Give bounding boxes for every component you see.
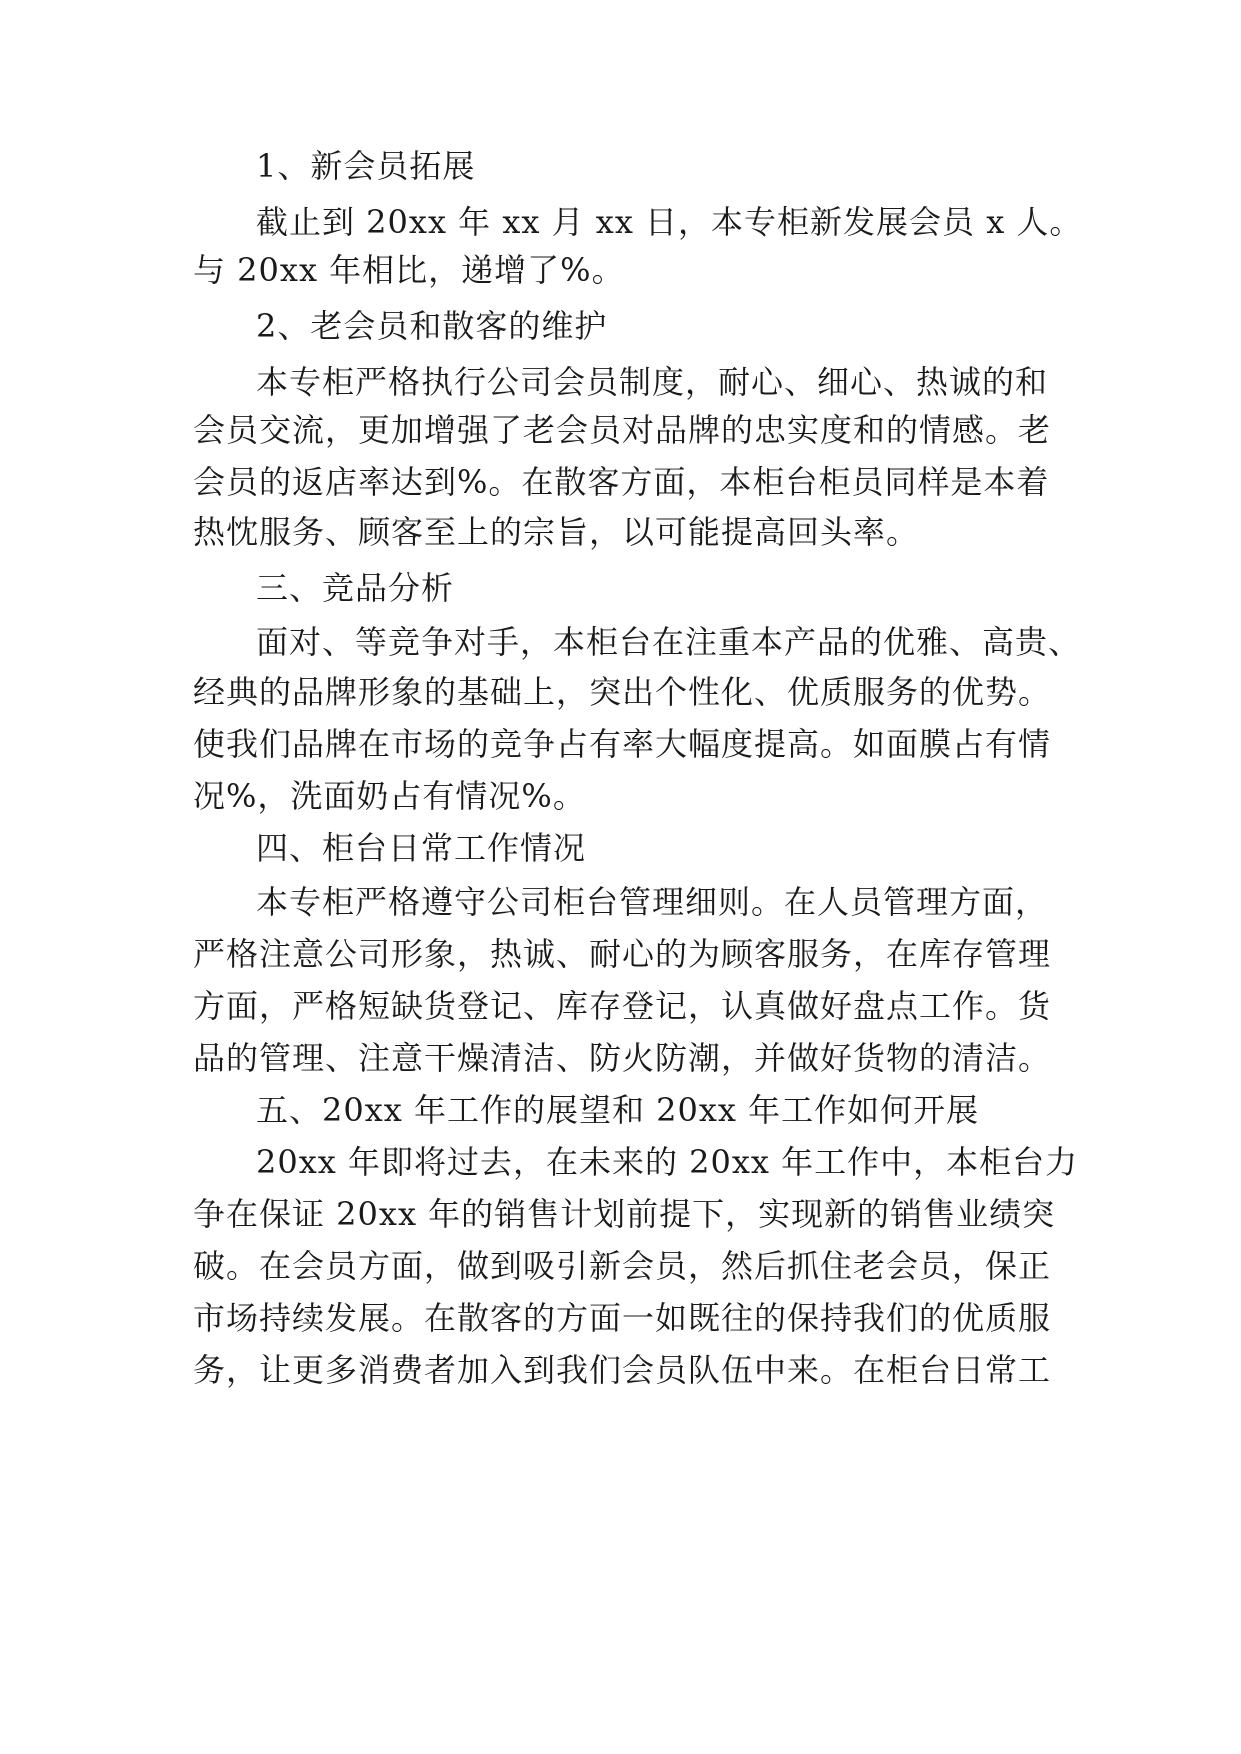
- paragraph-line: 况%，洗面奶占有情况%。: [193, 777, 586, 815]
- paragraph-line: 本专柜严格执行公司会员制度，耐心、细心、热诚的和: [256, 363, 1049, 401]
- paragraph-line: 与 20xx 年相比，递增了%。: [193, 251, 625, 289]
- paragraph-line: 20xx 年即将过去，在未来的 20xx 年工作中，本柜台力: [256, 1143, 1079, 1181]
- section-heading-daily-work: 四、柜台日常工作情况: [256, 829, 587, 867]
- paragraph-line: 品的管理、注意干燥清洁、防火防潮，并做好货物的清洁。: [193, 1039, 1052, 1077]
- section-heading-old-members: 2、老会员和散客的维护: [256, 307, 608, 345]
- paragraph-line: 截止到 20xx 年 xx 月 xx 日，本专柜新发展会员 x 人。: [256, 203, 1083, 241]
- paragraph-line: 面对、等竞争对手，本柜台在注重本产品的优雅、高贵、: [256, 623, 1082, 661]
- paragraph-line: 使我们品牌在市场的竞争占有率大幅度提高。如面膜占有情: [193, 725, 1052, 763]
- paragraph-line: 会员的返店率达到%。在散客方面，本柜台柜员同样是本着: [193, 463, 1050, 501]
- paragraph-line: 务，让更多消费者加入到我们会员队伍中来。在柜台日常工: [193, 1351, 1052, 1389]
- paragraph-line: 市场持续发展。在散客的方面一如既往的保持我们的优质服: [193, 1299, 1052, 1337]
- paragraph-line: 方面，严格短缺货登记、库存登记，认真做好盘点工作。货: [193, 987, 1052, 1025]
- section-heading-outlook: 五、20xx 年工作的展望和 20xx 年工作如何开展: [256, 1091, 980, 1129]
- paragraph-line: 会员交流，更加增强了老会员对品牌的忠实度和的情感。老: [193, 411, 1052, 449]
- paragraph-line: 破。在会员方面，做到吸引新会员，然后抓住老会员，保正: [193, 1247, 1052, 1285]
- paragraph-line: 本专柜严格遵守公司柜台管理细则。在人员管理方面，: [256, 883, 1049, 921]
- section-heading-new-members: 1、新会员拓展: [256, 147, 476, 185]
- paragraph-line: 热忱服务、顾客至上的宗旨，以可能提高回头率。: [193, 513, 920, 551]
- section-heading-competitor-analysis: 三、竞品分析: [256, 569, 455, 607]
- paragraph-line: 经典的品牌形象的基础上，突出个性化、优质服务的优势。: [193, 673, 1052, 711]
- paragraph-line: 严格注意公司形象，热诚、耐心的为顾客服务，在库存管理: [193, 935, 1052, 973]
- paragraph-line: 争在保证 20xx 年的销售计划前提下，实现新的销售业绩突: [193, 1195, 1056, 1233]
